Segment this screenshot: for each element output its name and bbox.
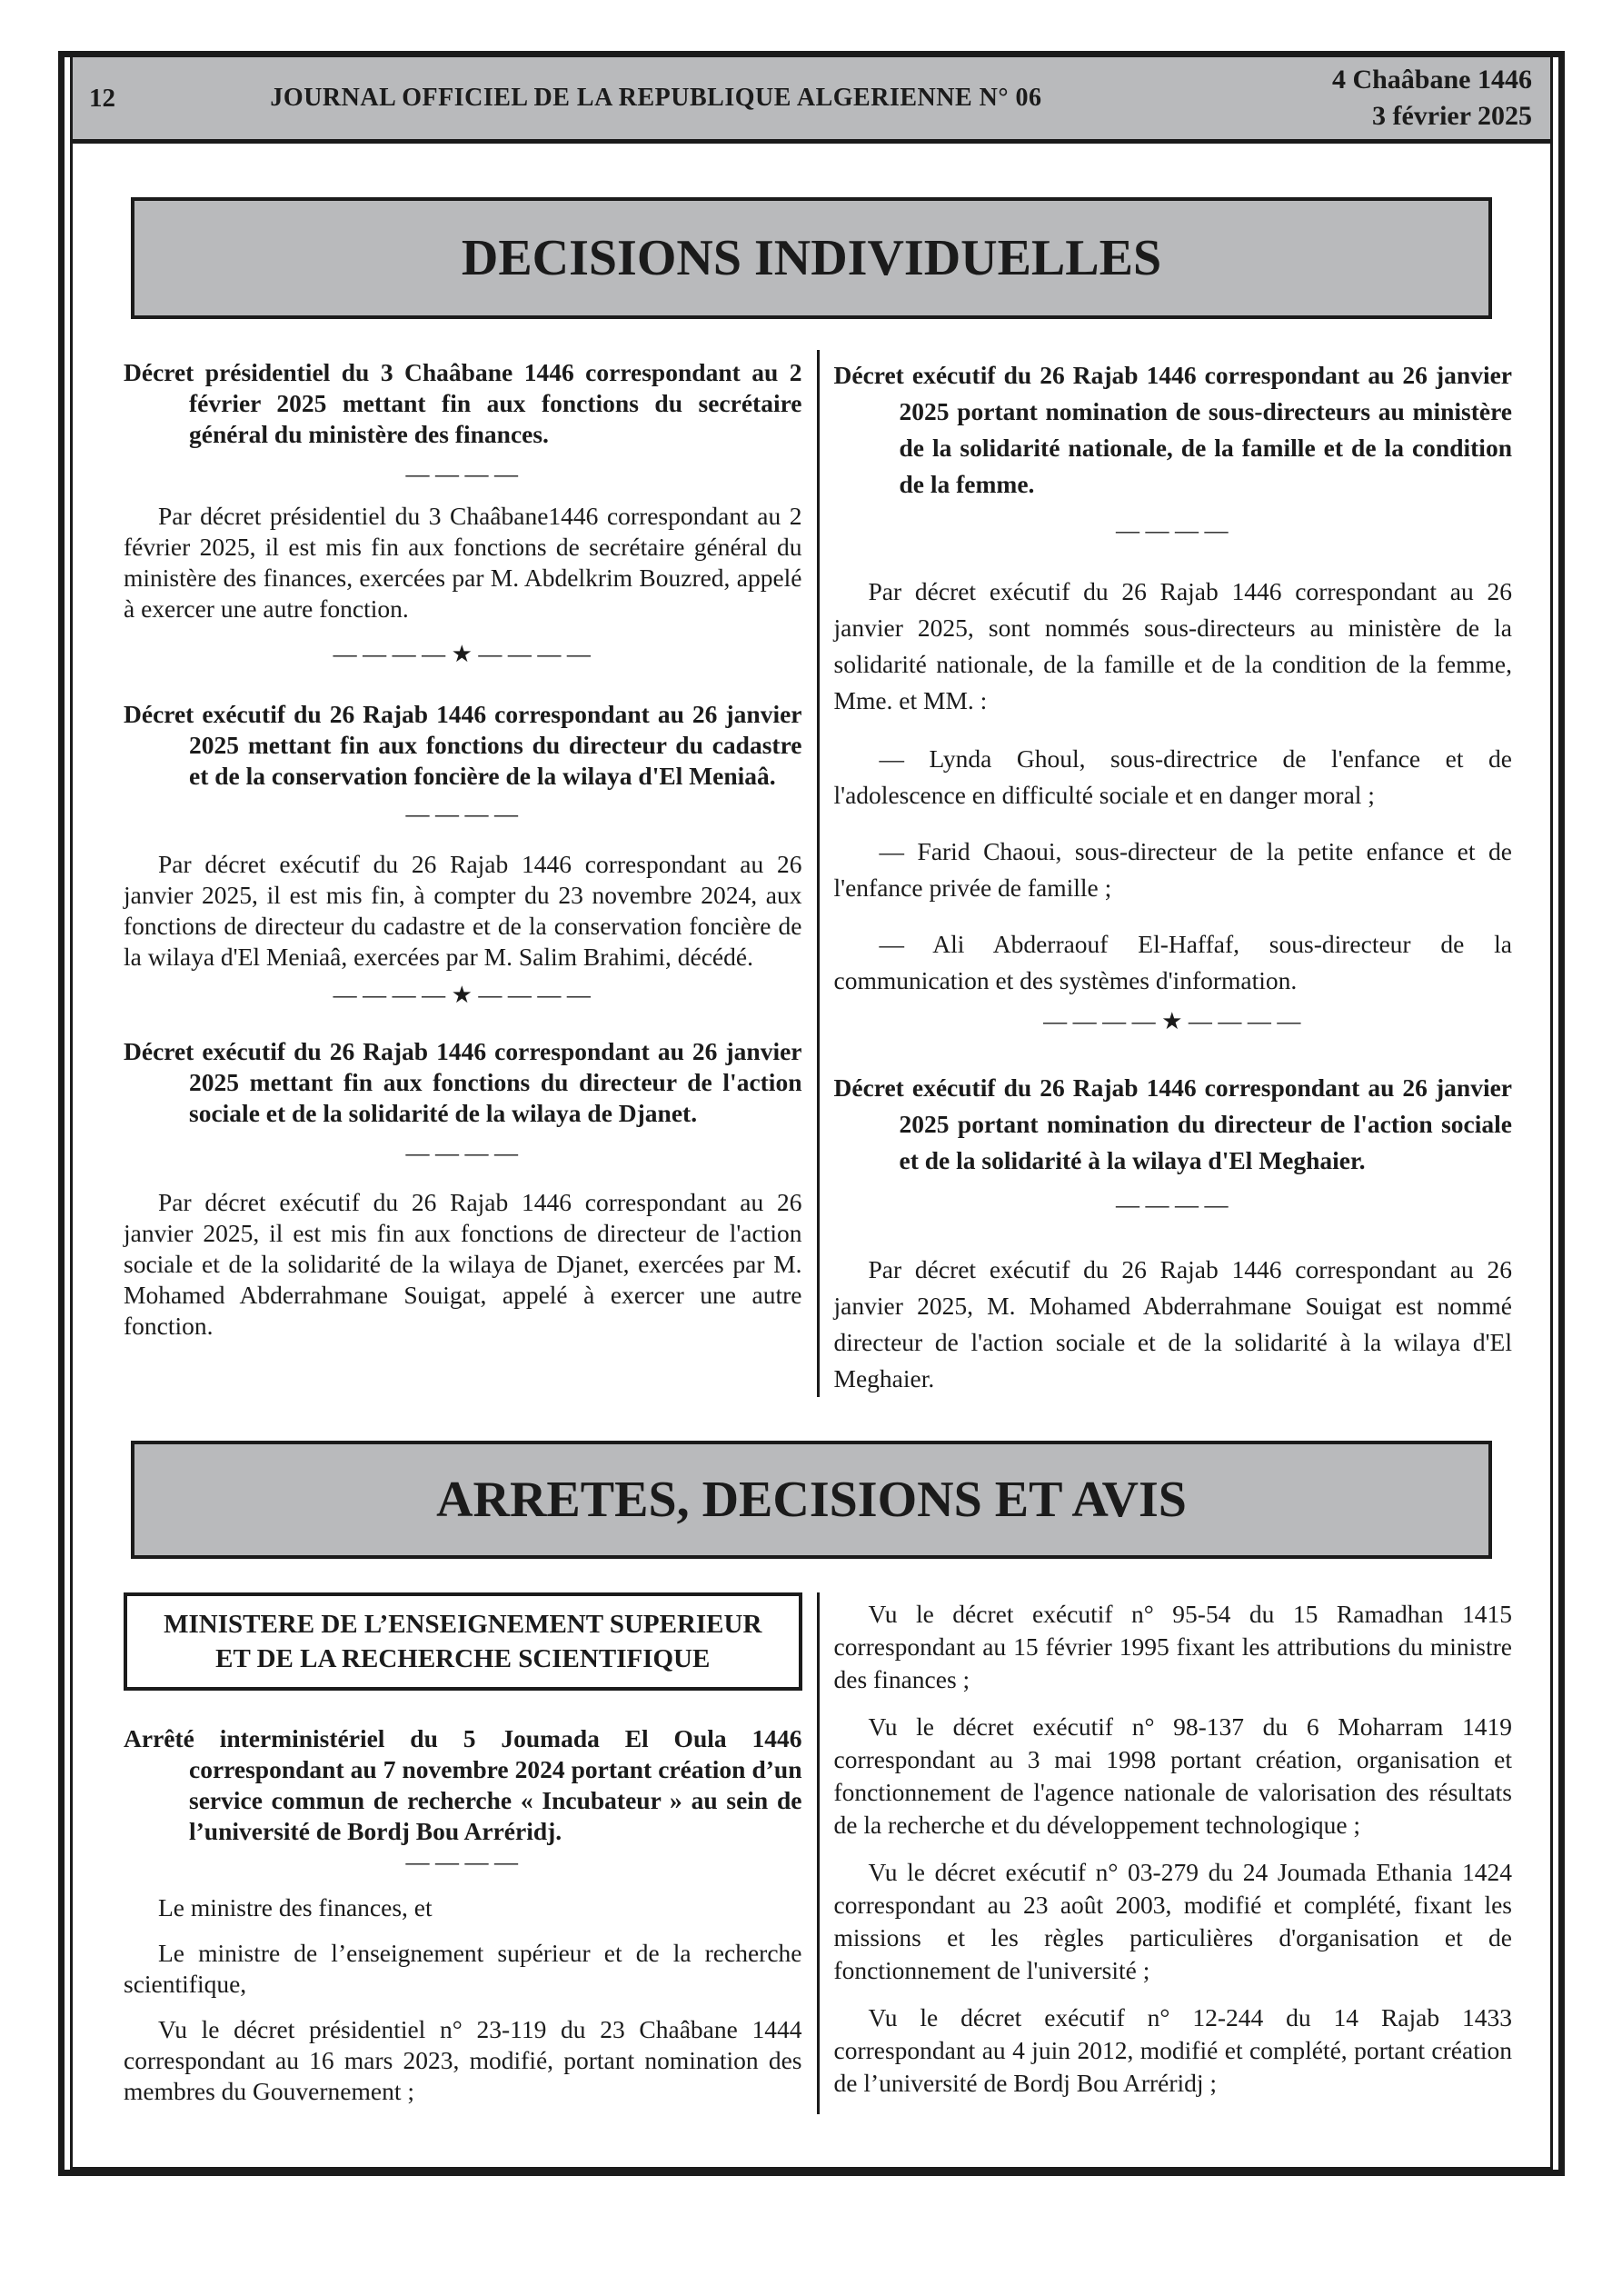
page-frame [58, 51, 1565, 2176]
page-number: 12 [89, 83, 115, 113]
date-gregorian: 3 février 2025 [1371, 101, 1532, 131]
star-separator: — — — — ★ — — — — [333, 641, 592, 667]
star-separator: — — — — ★ — — — — [1043, 1008, 1303, 1034]
nominee-item: — Lynda Ghoul, sous-directrice de l'enfance et de l'adolescence en difficulté sociale et en danger moral ; [833, 744, 1512, 809]
visa-paragraph: Vu le décret exécutif n° 12-244 du 14 Rajab 1433 correspondant au 4 juin 2012, modifié et complété, portant création de l’université de Bordj Bou Arréridj ; [833, 2003, 1512, 2097]
ministry-line1: MINISTERE DE L’ENSEIGNEMENT SUPERIEUR [164, 1610, 762, 1639]
visa-paragraph: Vu le décret exécutif n° 03-279 du 24 Joumada Ethania 1424 correspondant au 23 août 2003, modifié et complété, fixant les missions et les règles particulières d'organisation et de fonctionnement de l'université ; [833, 1858, 1512, 1984]
decree [124, 357, 802, 670]
dash-separator: — — — — [1116, 517, 1230, 544]
visa-paragraph: Vu le décret exécutif n° 98-137 du 6 Moharram 1419 correspondant au 3 mai 1998 portant création, organisation et fonctionnement de l'agence nationale de valorisation des résultats de la recherche et du développement technologique ; [833, 1712, 1512, 1839]
decree-title: Décret exécutif du 26 Rajab 1446 correspondant au 26 janvier 2025 mettant fin aux fonctions du directeur de l'action sociale et de la solidarité de la wilaya de Djanet. [124, 1037, 802, 1127]
decree-title: Décret exécutif du 26 Rajab 1446 correspondant au 26 janvier 2025 mettant fin aux fonctions du directeur du cadastre et de la conservation foncière de la wilaya d'El Meniaâ. [124, 700, 802, 790]
decisions-columns [73, 350, 1550, 1397]
decree-body: Par décret présidentiel du 3 Chaâbane1446 correspondant au 2 février 2025, il est mis fin aux fonctions de secrétaire général du ministère des finances, exercées par M. Abdelkrim Bouzred, appelé à exercer une autre fonction. [124, 502, 802, 623]
nominee-item: — Farid Chaoui, sous-directeur de la petite enfance et de l'enfance privée de famille ; [833, 837, 1512, 902]
dash-separator: — — — — [405, 1849, 520, 1875]
column-divider [817, 350, 820, 1397]
column-divider [817, 1592, 820, 2114]
arrete-paragraph: Vu le décret présidentiel n° 23-119 du 23 Chaâbane 1444 correspondant au 16 mars 2023, modifié, portant nomination des membres du Gouvernement ; [124, 2015, 802, 2105]
journal-title: JOURNAL OFFICIEL DE LA REPUBLIQUE ALGERIENNE N° 06 [270, 84, 1042, 112]
dash-separator: — — — — [405, 461, 520, 487]
decree-title: Décret exécutif du 26 Rajab 1446 correspondant au 26 janvier 2025 portant nomination du directeur de l'action sociale et de la solidarité à la wilaya d'El Meghaier. [833, 1073, 1512, 1174]
right-column [834, 350, 1513, 1397]
decree-body: Par décret exécutif du 26 Rajab 1446 correspondant au 26 janvier 2025, il est mis fin, à compter du 23 novembre 2024, aux fonctions de directeur du cadastre et de la conservation foncière de la wilaya d'El Meniaâ, exercées par M. Salim Brahimi, décédé. [124, 850, 802, 971]
decree-body: Par décret exécutif du 26 Rajab 1446 correspondant au 26 janvier 2025, il est mis fin aux fonctions de directeur de l'action sociale et de la solidarité de la wilaya de Djanet, exercées par M. Mohamed Abderrahmane Souigat, appelé à exercer une autre fonction. [124, 1188, 802, 1340]
section-banner-arretes: ARRETES, DECISIONS ET AVIS [131, 1441, 1492, 1559]
arrete-paragraph: Le ministre des finances, et [158, 1893, 433, 1922]
star-separator: — — — — ★ — — — — [333, 982, 592, 1008]
page-inner-frame [70, 57, 1553, 2170]
decree [834, 1070, 1513, 1397]
arretes-columns [73, 1592, 1550, 2114]
decree-body: Par décret exécutif du 26 Rajab 1446 correspondant au 26 janvier 2025, M. Mohamed Abderrahmane Souigat est nommé directeur de l'action sociale et de la solidarité à la wilaya d'El Meghaier. [833, 1255, 1512, 1393]
section-banner-decisions-individuelles: DECISIONS INDIVIDUELLES [131, 197, 1492, 319]
right-column [834, 1592, 1513, 2114]
visa-paragraph: Vu le décret exécutif n° 95-54 du 15 Ramadhan 1415 correspondant au 15 février 1995 fixant les attributions du ministre des finances ; [833, 1600, 1512, 1693]
date-hijri: 4 Chaâbane 1446 [1331, 65, 1532, 95]
left-column [124, 350, 802, 1397]
dash-separator: — — — — [405, 801, 520, 827]
issue-dates [1105, 62, 1536, 135]
arrete-title: Arrêté interministériel du 5 Joumada El Oula 1446 correspondant au 7 novembre 2024 portant création d’un service commun de recherche « Incubateur » au sein de l’université de Bordj Bou Arréridj. [124, 1724, 802, 1845]
decree-body: Par décret exécutif du 26 Rajab 1446 correspondant au 26 janvier 2025, sont nommés sous-directeurs au ministère de la solidarité nationale, de la famille et de la condition de la femme, Mme. et MM. : [833, 577, 1512, 714]
decree [124, 1036, 802, 1342]
ministry-heading-box [124, 1592, 802, 1691]
arrete-paragraph: Le ministre de l’enseignement supérieur et de la recherche scientifique, [124, 1939, 802, 1998]
nominee-item: — Ali Abderraouf El-Haffaf, sous-directeur de la communication et des systèmes d'information. [833, 930, 1512, 994]
left-column [124, 1592, 802, 2114]
decree [124, 699, 802, 1011]
page-header [73, 57, 1550, 144]
ministry-line2: ET DE LA RECHERCHE SCIENTIFIQUE [215, 1644, 711, 1673]
dash-separator: — — — — [1116, 1192, 1230, 1218]
decree-title: Décret exécutif du 26 Rajab 1446 correspondant au 26 janvier 2025 portant nomination de sous-directeurs au ministère de la solidarité nationale, de la famille et de la condition de la femme. [833, 361, 1512, 498]
dash-separator: — — — — [405, 1140, 520, 1166]
decree [834, 357, 1513, 1037]
decree-title: Décret présidentiel du 3 Chaâbane 1446 correspondant au 2 février 2025 mettant fin aux fonctions du secrétaire général du ministère des finances. [124, 358, 802, 448]
